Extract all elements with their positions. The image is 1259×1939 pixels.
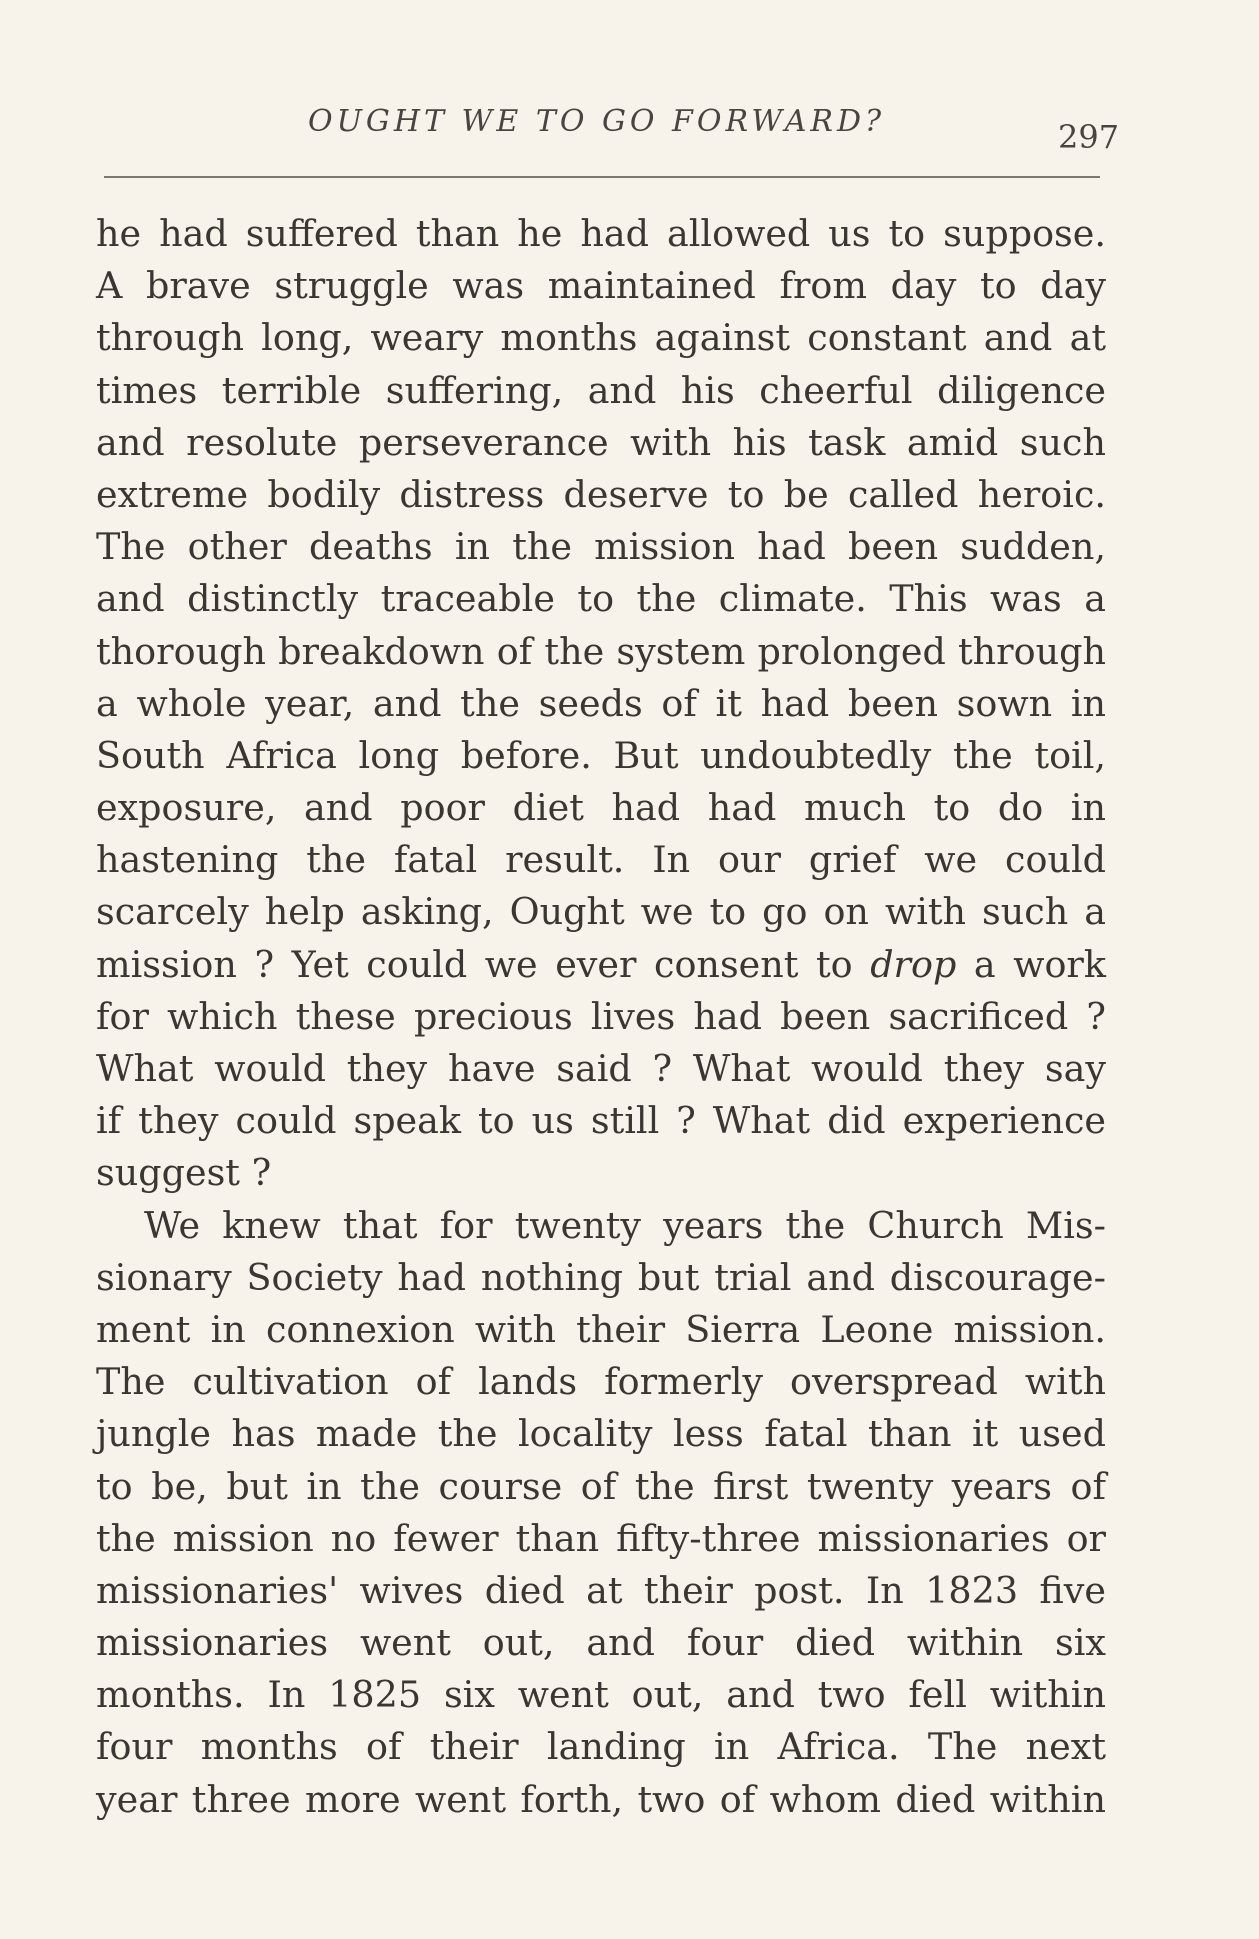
body-text [96, 208, 1106, 1826]
text-line-tail: a work [973, 942, 1106, 986]
text-line: sionary Society had nothing but trial and discourage- [96, 1255, 1106, 1299]
text-line-with-italic [96, 939, 1106, 991]
text-line: hastening the fatal result. In our grief we could [96, 838, 1106, 882]
text-line: missionaries' wives died at their post. In 1823 five [96, 1568, 1106, 1612]
text-line: The cultivation of lands formerly overspread with [96, 1360, 1106, 1404]
text-line: for which these precious lives had been sacrificed ? [96, 994, 1106, 1038]
text-line: he had suffered than he had allowed us to suppose. [96, 212, 1106, 255]
text-line: times terrible suffering, and his cheerful diligence [96, 368, 1106, 412]
text-line: months. In 1825 six went out, and two fell within [96, 1673, 1106, 1717]
italic-word: drop [870, 942, 957, 986]
text-line: if they could speak to us still ? What did experience [96, 1099, 1106, 1143]
text-line: suggest ? [96, 1151, 272, 1195]
text-line: South Africa long before. But undoubtedly the toil, [96, 733, 1106, 777]
text-line: The other deaths in the mission had been sudden, [96, 525, 1106, 569]
text-line: ment in connexion with their Sierra Leone mission. [96, 1307, 1106, 1351]
text-line: a whole year, and the seeds of it had been sown in [96, 681, 1106, 725]
text-line: missionaries went out, and four died within six [96, 1621, 1106, 1665]
text-line: extreme bodily distress deserve to be called heroic. [96, 472, 1106, 516]
paragraph-start-line: We knew that for twenty years the Church Mis- [144, 1203, 1106, 1247]
page-number: 297 [1058, 118, 1120, 156]
text-line: thorough breakdown of the system prolonged through [96, 629, 1106, 673]
text-line: four months of their landing in Africa. The next [96, 1725, 1106, 1769]
text-line: A brave struggle was maintained from day to day [96, 264, 1106, 308]
text-line: the mission no fewer than fifty-three missionaries or [96, 1516, 1106, 1560]
text-line: and distinctly traceable to the climate. This was a [96, 577, 1106, 621]
text-line: jungle has made the locality less fatal than it used [96, 1412, 1106, 1456]
text-line: year three more went forth, two of whom died within [96, 1777, 1106, 1821]
text-line: to be, but in the course of the first twenty years of [96, 1464, 1106, 1508]
text-line: exposure, and poor diet had had much to do in [96, 786, 1106, 830]
text-line: scarcely help asking, Ought we to go on with such a [96, 890, 1106, 934]
text-line-start: mission ? Yet could we ever consent to [96, 942, 853, 986]
running-title: OUGHT WE TO GO FORWARD? [308, 104, 886, 139]
text-line: through long, weary months against constant and at [96, 316, 1106, 360]
text-line: and resolute perseverance with his task amid such [96, 420, 1106, 464]
header-rule [104, 176, 1100, 178]
text-line: What would they have said ? What would they say [96, 1047, 1106, 1090]
